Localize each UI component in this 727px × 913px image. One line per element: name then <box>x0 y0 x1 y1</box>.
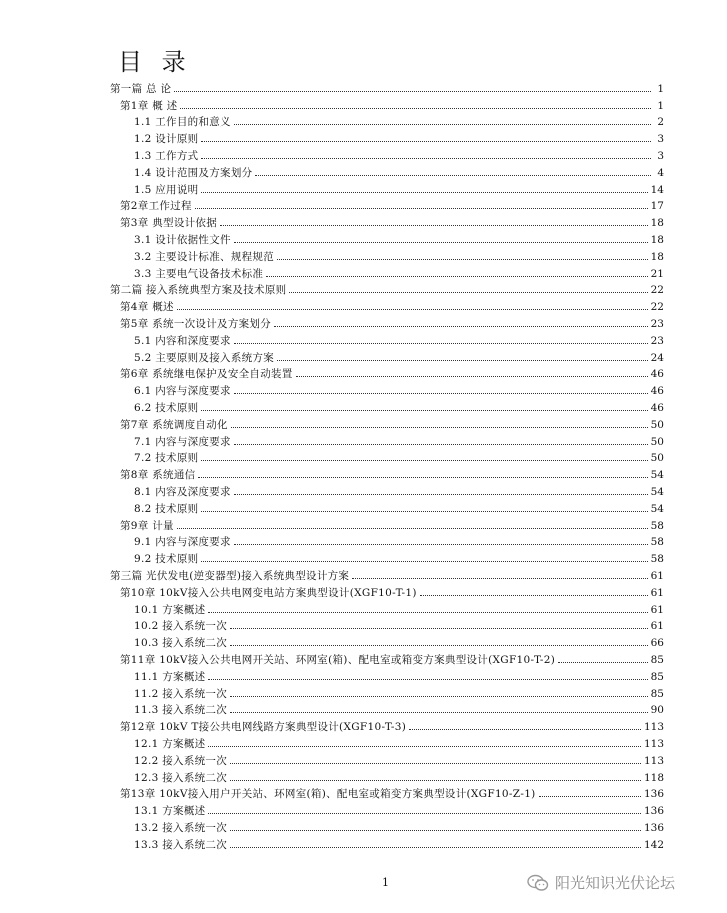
toc-entry <box>134 666 664 683</box>
toc-entry-label: 9.1 内容与深度要求 <box>134 536 231 549</box>
dot-leader <box>230 829 641 831</box>
toc-entry-label: 5.1 内容和深度要求 <box>134 334 231 347</box>
toc-entry-label: 第二篇 接入系统典型方案及技术原则 <box>110 284 287 297</box>
toc-entry <box>134 548 664 565</box>
toc-entry-page: 46 <box>650 401 664 414</box>
toc-entry <box>134 263 664 280</box>
toc-entry <box>134 431 664 448</box>
toc-entry <box>134 162 664 179</box>
toc-entry-label: 第3章 典型设计依据 <box>120 217 218 230</box>
toc-entry <box>134 700 664 717</box>
dot-leader <box>266 275 647 277</box>
toc-entry <box>120 464 664 481</box>
dot-leader <box>195 207 648 209</box>
toc-entry-label: 第5章 系统一次设计及方案划分 <box>120 317 272 330</box>
toc-entry-page: 136 <box>643 805 664 818</box>
toc-entry <box>134 750 664 767</box>
toc-entry-label: 第1章 概 述 <box>120 99 178 112</box>
toc-entry-page: 1 <box>657 82 664 95</box>
toc-entry-label: 12.3 接入系统二次 <box>134 771 228 784</box>
toc-entry-page: 58 <box>650 553 664 566</box>
toc-entry <box>134 733 664 750</box>
toc-entry <box>110 565 664 582</box>
toc-entry-label: 3.3 主要电气设备技术标准 <box>134 267 264 280</box>
toc-entry-label: 12.1 方案概述 <box>134 737 206 750</box>
toc-entry <box>134 330 664 347</box>
toc-entry-page: 58 <box>650 536 664 549</box>
toc-entry <box>134 817 664 834</box>
dot-leader <box>180 107 651 109</box>
dot-leader <box>177 527 648 529</box>
toc-entry <box>120 95 664 112</box>
toc-entry-page: 54 <box>650 469 664 482</box>
toc-entry-page: 54 <box>650 485 664 498</box>
toc-entry <box>134 179 664 196</box>
toc-entry-label: 第12章 10kV T接公共电网线路方案典型设计(XGF10-T-3) <box>120 721 407 734</box>
toc-entry-label: 8.1 内容及深度要求 <box>134 485 231 498</box>
toc-entry-label: 第13章 10kV接入用户开关站、环网室(箱)、配电室或箱变方案典型设计(XGF10-Z-1) <box>120 788 536 801</box>
toc-entry <box>134 683 664 700</box>
dot-leader <box>558 661 647 663</box>
toc-entry-label: 11.1 方案概述 <box>134 670 206 683</box>
dot-leader <box>409 728 641 730</box>
toc-entry-label: 11.2 接入系统一次 <box>134 687 228 700</box>
toc-entry-page: 61 <box>650 586 664 599</box>
dot-leader <box>234 443 648 445</box>
dot-leader <box>277 258 648 260</box>
watermark-text: 阳光知识光伏论坛 <box>555 874 676 892</box>
toc-entry <box>134 397 664 414</box>
toc-entry <box>134 632 664 649</box>
watermark <box>527 872 675 893</box>
dot-leader <box>201 157 651 159</box>
dot-leader <box>230 762 641 764</box>
toc-entry-page: 58 <box>650 519 664 532</box>
toc-entry <box>134 481 664 498</box>
dot-leader <box>230 711 648 713</box>
toc-title: 目 录 <box>118 48 192 76</box>
dot-leader <box>274 325 648 327</box>
toc-entry-page: 3 <box>657 149 664 162</box>
dot-leader <box>234 241 648 243</box>
dot-leader <box>352 577 647 579</box>
toc-entry <box>120 313 664 330</box>
toc-entry-label: 第4章 概述 <box>120 301 174 314</box>
toc-entry-page: 113 <box>643 721 664 734</box>
dot-leader <box>201 409 647 411</box>
toc-entry-label: 7.2 技术原则 <box>134 452 199 465</box>
dot-leader <box>230 644 648 646</box>
dot-leader <box>198 476 647 478</box>
toc-entry-page: 85 <box>650 670 664 683</box>
toc-entry-page: 50 <box>650 452 664 465</box>
toc-entry-page: 23 <box>650 334 664 347</box>
toc-entry-page: 136 <box>643 821 664 834</box>
toc-entry <box>134 800 664 817</box>
dot-leader <box>230 846 641 848</box>
dot-leader <box>220 224 648 226</box>
toc-entry-label: 6.1 内容与深度要求 <box>134 385 231 398</box>
toc-entry-page: 14 <box>650 183 664 196</box>
toc-entry <box>134 128 664 145</box>
dot-leader <box>230 627 648 629</box>
toc-entry <box>120 196 664 213</box>
toc-entry-page: 61 <box>650 603 664 616</box>
toc-entry-label: 第三篇 光伏发电(逆变器型)接入系统典型设计方案 <box>110 569 350 582</box>
toc-entry <box>120 649 664 666</box>
toc-entry <box>134 599 664 616</box>
toc-entry-label: 第9章 计量 <box>120 519 174 532</box>
toc-entry-page: 50 <box>650 418 664 431</box>
toc-entry-label: 第11章 10kV接入公共电网开关站、环网室(箱)、配电室或箱变方案典型设计(XGF10-T-2) <box>120 653 556 666</box>
dot-leader <box>277 359 648 361</box>
toc-entry-label: 12.2 接入系统一次 <box>134 754 228 767</box>
dot-leader <box>230 779 641 781</box>
toc-entry-label: 10.1 方案概述 <box>134 603 206 616</box>
dot-leader <box>177 308 648 310</box>
toc-entry-page: 46 <box>650 368 664 381</box>
toc-entry-page: 118 <box>643 771 664 784</box>
toc-entry-label: 第一篇 总 论 <box>110 82 172 95</box>
toc-entry-label: 8.2 技术原则 <box>134 502 199 515</box>
toc-entry-page: 61 <box>650 620 664 633</box>
toc-entry <box>120 364 664 381</box>
toc-entry-label: 13.1 方案概述 <box>134 805 206 818</box>
dot-leader <box>420 594 648 596</box>
toc-entry <box>134 834 664 851</box>
toc-entry-page: 142 <box>643 838 664 851</box>
toc-entry-label: 10.2 接入系统一次 <box>134 620 228 633</box>
dot-leader <box>234 493 648 495</box>
toc-entry-page: 85 <box>650 653 664 666</box>
wechat-icon <box>527 874 549 892</box>
toc-entry-label: 13.3 接入系统二次 <box>134 838 228 851</box>
toc-entry-label: 5.2 主要原则及接入系统方案 <box>134 351 275 364</box>
toc-entry-page: 113 <box>643 737 664 750</box>
dot-leader <box>201 191 647 193</box>
toc-entry-label: 1.1 工作目的和意义 <box>134 116 231 129</box>
toc-entry <box>134 532 664 549</box>
toc-entry-label: 13.2 接入系统一次 <box>134 821 228 834</box>
toc-entry <box>134 616 664 633</box>
toc-entry <box>120 296 664 313</box>
toc-entry <box>134 112 664 129</box>
toc-entry-page: 23 <box>650 317 664 330</box>
toc-entry-page: 61 <box>650 569 664 582</box>
dot-leader <box>208 812 641 814</box>
toc-entry-page: 85 <box>650 687 664 700</box>
toc-entry-page: 113 <box>643 754 664 767</box>
toc-entry <box>120 515 664 532</box>
toc-entry-label: 6.2 技术原则 <box>134 401 199 414</box>
dot-leader <box>289 291 647 293</box>
dot-leader <box>208 745 641 747</box>
toc-entry-page: 22 <box>650 301 664 314</box>
toc-entry-label: 1.4 设计范围及方案划分 <box>134 166 253 179</box>
toc-entry <box>120 582 664 599</box>
toc-entry-label: 10.3 接入系统二次 <box>134 637 228 650</box>
toc-entry <box>134 767 664 784</box>
toc-entry-label: 3.1 设计依据性文件 <box>134 233 231 246</box>
toc-entry-label: 1.2 设计原则 <box>134 133 199 146</box>
toc-entry <box>134 347 664 364</box>
dot-leader <box>201 140 651 142</box>
toc-entry-page: 24 <box>650 351 664 364</box>
dot-leader <box>208 611 647 613</box>
dot-leader <box>539 795 641 797</box>
dot-leader <box>201 560 647 562</box>
toc-entry <box>134 498 664 515</box>
toc-entry-page: 18 <box>650 233 664 246</box>
dot-leader <box>234 123 651 125</box>
toc-entry-label: 11.3 接入系统二次 <box>134 704 228 717</box>
toc-entry-label: 3.2 主要设计标准、规程规范 <box>134 250 275 263</box>
toc-entry-page: 17 <box>650 200 664 213</box>
dot-leader <box>234 342 648 344</box>
dot-leader <box>231 426 648 428</box>
toc-entry-page: 21 <box>650 267 664 280</box>
toc-entry-page: 2 <box>657 116 664 129</box>
toc-entry <box>110 280 664 297</box>
toc-entry <box>120 212 664 229</box>
dot-leader <box>234 392 648 394</box>
toc-entry-page: 3 <box>657 133 664 146</box>
toc-entry <box>134 145 664 162</box>
toc-entry-page: 50 <box>650 435 664 448</box>
toc-entry-page: 66 <box>650 637 664 650</box>
toc-entry-page: 54 <box>650 502 664 515</box>
dot-leader <box>201 459 647 461</box>
toc-entry-label: 1.3 工作方式 <box>134 149 199 162</box>
toc-entry-label: 第10章 10kV接入公共电网变电站方案典型设计(XGF10-T-1) <box>120 586 417 599</box>
toc-entry-page: 4 <box>657 166 664 179</box>
toc-entry <box>110 78 664 95</box>
toc-entry-label: 9.2 技术原则 <box>134 553 199 566</box>
toc-entry-label: 第2章工作过程 <box>120 200 192 213</box>
dot-leader <box>201 510 647 512</box>
toc-entry <box>134 246 664 263</box>
toc-entry-label: 第7章 系统调度自动化 <box>120 418 228 431</box>
toc-entry <box>120 414 664 431</box>
toc-entry-page: 1 <box>657 99 664 112</box>
dot-leader <box>255 174 651 176</box>
toc-entry <box>134 380 664 397</box>
toc-entry-label: 第6章 系统继电保护及安全自动装置 <box>120 368 293 381</box>
dot-leader <box>174 90 651 92</box>
toc-entry-page: 90 <box>650 704 664 717</box>
dot-leader <box>296 375 648 377</box>
toc-entry-page: 136 <box>643 788 664 801</box>
toc-entry-page: 18 <box>650 250 664 263</box>
toc-entry-page: 22 <box>650 284 664 297</box>
toc-entry-label: 1.5 应用说明 <box>134 183 199 196</box>
toc-entry-page: 18 <box>650 217 664 230</box>
toc-entry-label: 第8章 系统通信 <box>120 469 196 482</box>
toc-entry-page: 46 <box>650 385 664 398</box>
toc-entry <box>134 448 664 465</box>
page-number: 1 <box>382 876 389 889</box>
toc-entry-label: 7.1 内容与深度要求 <box>134 435 231 448</box>
dot-leader <box>234 543 648 545</box>
dot-leader <box>208 678 647 680</box>
toc-entry <box>134 229 664 246</box>
dot-leader <box>230 695 648 697</box>
toc-entry <box>120 716 664 733</box>
toc-entry <box>120 784 664 801</box>
